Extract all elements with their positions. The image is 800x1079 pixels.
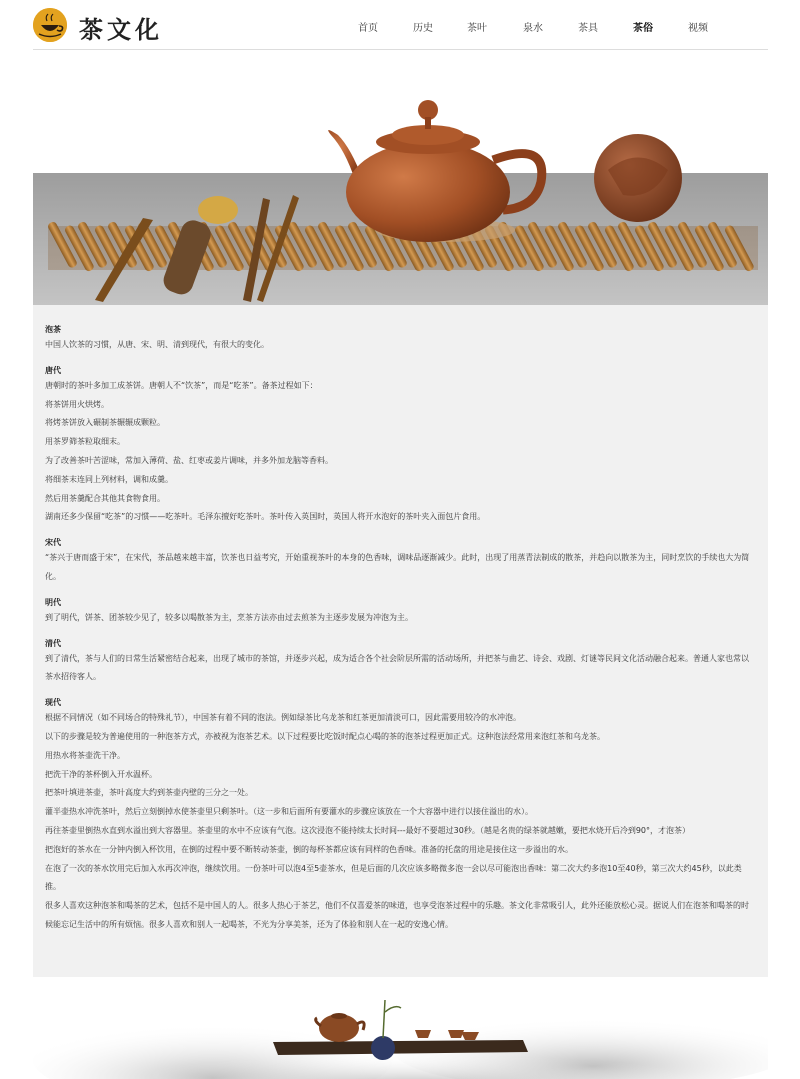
nav-spring-water[interactable]: 泉水 (523, 23, 543, 34)
paragraph: 为了改善茶叶苦涩味，常加入薄荷、盐、红枣或姜片调味，并多外加龙脑等香料。 (45, 455, 333, 465)
paragraph: 唐朝时的茶叶多加工成茶饼。唐朝人不“饮茶”，而是“吃茶”。备茶过程如下： (45, 380, 318, 390)
paragraph: 到了清代，茶与人们的日常生活紧密结合起来，出现了城市的茶馆，并逐步兴起，成为适合各个社会阶层所需的活动场所，并把茶与曲艺、诗会、戏剧、灯谜等民间文化活动融合起来。普通人家也常以茶水招待客人。 (45, 653, 749, 682)
section-title-qing: 清代 (45, 638, 61, 648)
paragraph: 灌半壶热水冲洗茶叶，然后立刻倒掉水使茶壶里只剩茶叶。（这一步和后面所有要灌水的步骤应该放在一个大容器中进行以接住溢出的水）。 (45, 807, 533, 817)
paragraph: 中国人饮茶的习惯，从唐、宋、明、清到现代，有很大的变化。 (45, 340, 269, 349)
logo-title: 茶文化 (79, 15, 163, 44)
hero-banner-image (33, 80, 768, 305)
paragraph: 把泡好的茶水在一分钟内倒入杯饮用，在倒的过程中要不断转动茶壶，倒的每杯茶都应该有同样的色香味。准备的托盘的用途是接住这一步溢出的水。 (45, 844, 573, 854)
nav-tea-customs[interactable]: 茶俗 (633, 23, 653, 34)
paragraph: 以下的步骤是较为普遍使用的一种泡茶方式，亦被视为泡茶艺术。以下过程要比吃饭时配点心喝的茶的泡茶过程更加正式。这种泡法经常用来泡红茶和乌龙茶。 (45, 731, 605, 741)
paragraph: 将烤茶饼放入碾制茶辗辗成颗粒。 (45, 418, 165, 428)
paragraph: 根据不同情况（如不同场合的特殊礼节），中国茶有着不同的泡法。例如绿茶比乌龙茶和红茶更加清淡可口，因此需要用较冷的水冲泡。 (45, 713, 521, 723)
section-title-brewing: 泡茶 (45, 325, 61, 334)
tea-customs-article (33, 305, 768, 977)
section-title-song: 宋代 (45, 538, 61, 548)
paragraph: 到了明代，饼茶、团茶较少见了，较多以喝散茶为主，烹茶方法亦由过去煎茶为主逐步发展为冲泡为主。 (45, 612, 413, 622)
paragraph: “茶兴于唐而盛于宋”，在宋代，茶品越来越丰富，饮茶也日益考究，开始重视茶叶的本身的色香味，调味品逐渐减少。此时，出现了用蒸青法制成的散茶，并趋向以散茶为主，同时烹饮的手续也大为简化。 (45, 553, 750, 581)
paragraph: 把洗干净的茶杯倒入开水温杯。 (45, 769, 157, 779)
section-title-ming: 明代 (45, 597, 61, 607)
paragraph: 湖南还多少保留“吃茶”的习惯——吃茶叶。毛泽东擅好吃茶叶。茶叶传入英国时，英国人将开水泡好的茶叶夹入面包片食用。 (45, 512, 486, 522)
nav-tea-ware[interactable]: 茶具 (578, 23, 598, 34)
site-header (33, 0, 768, 50)
paragraph: 再往茶壶里倒热水直到水溢出到大容器里。茶壶里的水中不应该有气泡。这次浸泡不能持续太长时间---最好不要超过30秒。（越是名贵的绿茶就越嫩，要把水烧开后冷到90°，才泡茶） (45, 825, 691, 835)
nav-home[interactable]: 首页 (358, 23, 378, 34)
paragraph: 将茶饼用火烘烤。 (45, 399, 109, 409)
nav-tea-leaves[interactable]: 茶叶 (467, 23, 487, 34)
nav-history[interactable]: 历史 (413, 23, 433, 34)
paragraph: 把茶叶填进茶壶，茶叶高度大约到茶壶内壁的三分之一处。 (45, 788, 253, 798)
tea-cup-logo-icon (33, 8, 67, 42)
paragraph: 然后用茶羹配合其他其食物食用。 (45, 493, 165, 503)
nav-video[interactable]: 视频 (688, 23, 708, 34)
paragraph: 很多人喜欢这种泡茶和喝茶的艺术，包括不是中国人的人。很多人热心于茶艺，他们不仅喜爱茶的味道，也享受泡茶过程中的乐趣。茶文化非常吸引人，此外还能放松心灵。据说人们在泡茶和喝茶的时候能忘记生活中的所有烦恼。很多人喜欢和别人一起喝茶，不光为分享美茶，还为了体验和别人在一起的安逸心情。 (45, 901, 749, 929)
footer-ink-painting (33, 990, 768, 1079)
paragraph: 用热水将茶壶洗干净。 (45, 750, 125, 760)
site-logo[interactable] (33, 8, 163, 44)
paragraph: 用茶罗筛茶粒取细末。 (45, 437, 125, 447)
section-title-modern: 现代 (45, 698, 61, 708)
section-title-tang: 唐代 (45, 365, 61, 375)
paragraph: 在泡了一次的茶水饮用完后加入水再次冲泡，继续饮用。一份茶叶可以泡4至5壶茶水，但是后面的几次应该多略微多泡一会以尽可能泡出香味：第二次大约多泡10至40秒，第三次大约45秒，以此类推。 (45, 863, 742, 892)
paragraph: 将细茶末连同上列材料，调和成羹。 (45, 474, 173, 484)
